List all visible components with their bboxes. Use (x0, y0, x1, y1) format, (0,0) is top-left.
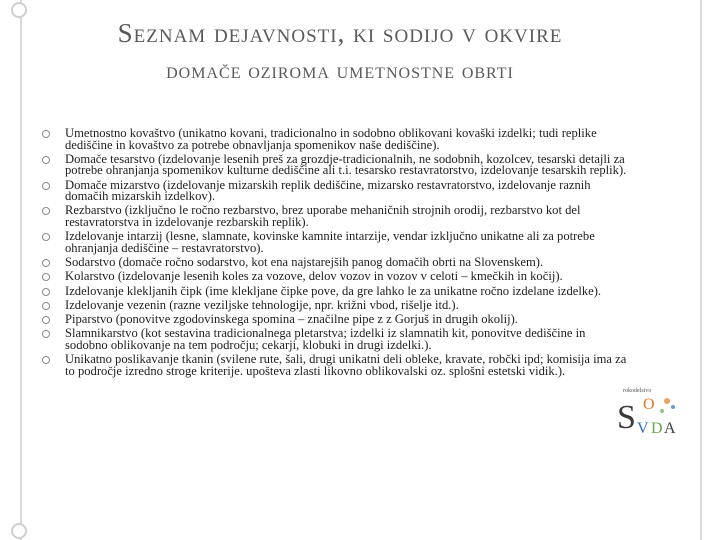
list-item-text: Slamnikarstvo (kot sestavina tradicionalnega pletarstva; izdelki iz slamnatih kit, ponovitve dediščine in sodobno oblikovanje na tem področju; cekarji, klobuki in drugi izdelki.). (65, 326, 586, 352)
rokodelstvo-logo (615, 383, 683, 441)
logo-dot (660, 409, 664, 413)
list-item-text: Unikatno poslikavanje tkanin (svilene rute, šali, drugi unikatni deli obleke, kravate, robčki ipd; komisija ima za to področje izredno stroge kriterije. upošteva zlasti likovno oblikovalski oz. splošni estetski vidik.). (65, 352, 627, 378)
logo-letter-o: O (643, 396, 655, 413)
list-item-text: Izdelovanje intarzij (lesne, slamnate, kovinske kamnite intarzije, vendar izključno unikatne ali za potrebe ohranjanja dediščine – restavratorstvo). (65, 229, 595, 255)
slide-title-line-2: domače oziroma umetnostne obrti (166, 58, 514, 83)
list-item (42, 177, 627, 204)
logo-letter-a: A (664, 420, 676, 437)
logo-letter-s: S (617, 399, 636, 436)
bullet-icon (42, 356, 50, 364)
bullet-icon (42, 330, 50, 338)
frame-left-line (20, 0, 22, 540)
list-item (42, 314, 627, 326)
logo-top-text: rokodelstvo (623, 388, 652, 394)
bullet-icon (42, 316, 50, 324)
bullet-icon (42, 182, 50, 190)
list-item (42, 328, 627, 351)
list-item-text: Piparstvo (ponovitve zgodovinskega spomina – značilne pipe z z Gorjuš in drugih okolij). (65, 312, 518, 327)
list-item-text: Izdelovanje klekljanih čipk (ime klekljane čipke pove, da gre lahko le za unikatne ročno izdelane izdelke). (65, 283, 602, 298)
list-item-text: Domače mizarstvo (izdelovanje mizarskih replik dediščine, mizarsko restavratorstvo, izdelovanje raznih domačih mizarskih izdelkov). (65, 177, 591, 204)
list-item (42, 128, 627, 151)
list-item-text: Sodarstvo (domače ročno sodarstvo, kot ena najstarejših panog domačih obrti na Slovenskem). (65, 254, 544, 269)
list-item (42, 297, 627, 312)
list-item (42, 205, 627, 228)
bullet-icon (42, 130, 50, 138)
list-item (42, 231, 627, 254)
activity-list (42, 128, 627, 380)
list-item (42, 151, 627, 178)
bullet-icon (42, 207, 50, 215)
top-ring-ornament (11, 2, 27, 18)
list-item (42, 283, 627, 298)
list-item-text: Izdelovanje vezenin (razne veziljske tehnologije, npr. križni vbod, rišelje itd.). (65, 297, 459, 312)
bullet-icon (42, 259, 50, 267)
bullet-icon (42, 233, 50, 241)
logo-dot (664, 398, 670, 404)
list-item-text: Rezbarstvo (izključno le ročno rezbarstvo, brez uporabe mehaničnih strojnih orodij, rezbarstvo kot del restavratorstva in izdelovanje rezbarskih replik). (65, 203, 581, 229)
logo-dot (671, 405, 675, 409)
slide-title-line-1: Seznam dejavnosti, ki sodijo v okvire (117, 18, 563, 48)
list-item-text: Kolarstvo (izdelovanje lesenih koles za vozove, delov vozov in vozov v celoti – kmečkih in kočij). (65, 269, 563, 284)
frame-right-line (700, 0, 702, 540)
logo-letter-v: V (637, 420, 649, 437)
bullet-icon (42, 288, 50, 296)
bullet-icon (42, 302, 50, 310)
list-item (42, 254, 627, 269)
list-item-text: Umetnostno kovaštvo (unikatno kovani, tradicionalno in sodobno oblikovani kovaški izdelki; tudi replike dediščine in kovaštvo za potrebe obnavljanja spomenikov naše dediščine). (65, 126, 597, 152)
list-item-text: Domače tesarstvo (izdelovanje lesenih preš za grozdje-tradicionalnih, ne sodobnih, kozolcev, tesarski detajli za potrebe ohranjanja spomenikov kulturne dediščine ali t.i. tesarsko restavratorstvo, izdelovanje tesarskih replik). (65, 151, 627, 178)
bullet-icon (42, 273, 50, 281)
list-item (42, 354, 627, 377)
logo-letter-d: D (651, 420, 663, 437)
list-item (42, 271, 627, 283)
bottom-ring-ornament (11, 523, 27, 539)
bullet-icon (42, 156, 50, 164)
